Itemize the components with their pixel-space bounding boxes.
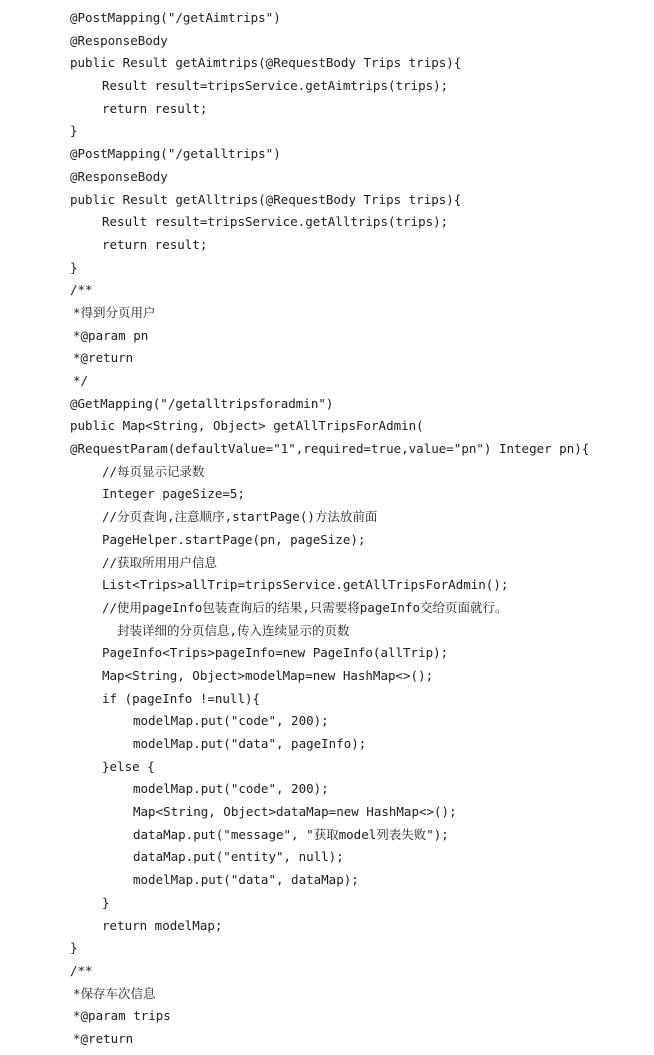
code-line: @RequestParam(defaultValue="1",required=true,value="pn") Integer pn){ — [70, 441, 590, 457]
code-line: @PostMapping("/getalltrips") — [70, 146, 281, 162]
code-line: PageInfo<Trips>pageInfo=new PageInfo(allTrip); — [102, 645, 449, 661]
code-line: modelMap.put("data", dataMap); — [133, 872, 359, 888]
code-line: return modelMap; — [102, 917, 223, 933]
code-line: List<Trips>allTrip=tripsService.getAllTripsForAdmin(); — [102, 577, 509, 593]
code-line: modelMap.put("code", 200); — [133, 713, 329, 729]
code-line: *得到分页用户 — [73, 304, 156, 320]
code-line: } — [70, 123, 78, 139]
code-line: @ResponseBody — [70, 168, 168, 184]
code-line: public Result getAlltrips(@RequestBody Trips trips){ — [70, 191, 462, 207]
code-line: PageHelper.startPage(pn, pageSize); — [102, 531, 366, 547]
code-line: public Map<String, Object> getAllTripsForAdmin( — [70, 418, 424, 434]
code-line: *保存车次信息 — [73, 985, 156, 1001]
code-line: /** — [70, 962, 93, 978]
code-line: Map<String, Object>modelMap=new HashMap<>(); — [102, 667, 434, 683]
code-line: } — [70, 259, 78, 275]
code-line: *@param trips — [73, 1008, 171, 1024]
code-line: dataMap.put("entity", null); — [133, 849, 344, 865]
code-line: return result; — [102, 100, 208, 116]
code-line: *@param pn — [73, 327, 149, 343]
code-line: return result; — [102, 236, 208, 252]
code-line: //使用pageInfo包装查询后的结果,只需要将pageInfo交给页面就行。 — [102, 599, 508, 615]
code-line: @PostMapping("/getAimtrips") — [70, 10, 281, 25]
code-line: modelMap.put("code", 200); — [133, 781, 329, 797]
code-line: 封装详细的分页信息,传入连续显示的页数 — [117, 622, 350, 638]
code-line: Result result=tripsService.getAimtrips(trips); — [102, 78, 449, 94]
code-line: modelMap.put("data", pageInfo); — [133, 736, 367, 751]
code-line: Result result=tripsService.getAlltrips(trips); — [102, 214, 449, 230]
code-line: Map<String, Object>dataMap=new HashMap<>(); — [133, 804, 457, 820]
code-line: */ — [73, 373, 89, 388]
code-line: }else { — [102, 758, 155, 774]
code-listing — [0, 7, 654, 1051]
code-line: @ResponseBody — [70, 32, 168, 48]
code-line: if (pageInfo !=null){ — [102, 690, 261, 706]
code-line: } — [70, 940, 78, 956]
code-line: //获取所用用户信息 — [102, 554, 218, 570]
code-line: public Result getAimtrips(@RequestBody Trips trips){ — [70, 55, 462, 71]
code-line: dataMap.put("message", "获取model列表失败"); — [133, 826, 449, 842]
code-line: Integer pageSize=5; — [102, 486, 245, 502]
code-line: /** — [70, 282, 93, 298]
code-line: } — [102, 894, 110, 910]
code-line: *@return — [73, 350, 134, 366]
code-line: //每页显示记录数 — [102, 463, 205, 479]
code-line: //分页查询,注意顺序,startPage()方法放前面 — [102, 509, 378, 525]
code-line: *@return — [73, 1030, 134, 1046]
code-line: @GetMapping("/getalltripsforadmin") — [70, 395, 334, 411]
